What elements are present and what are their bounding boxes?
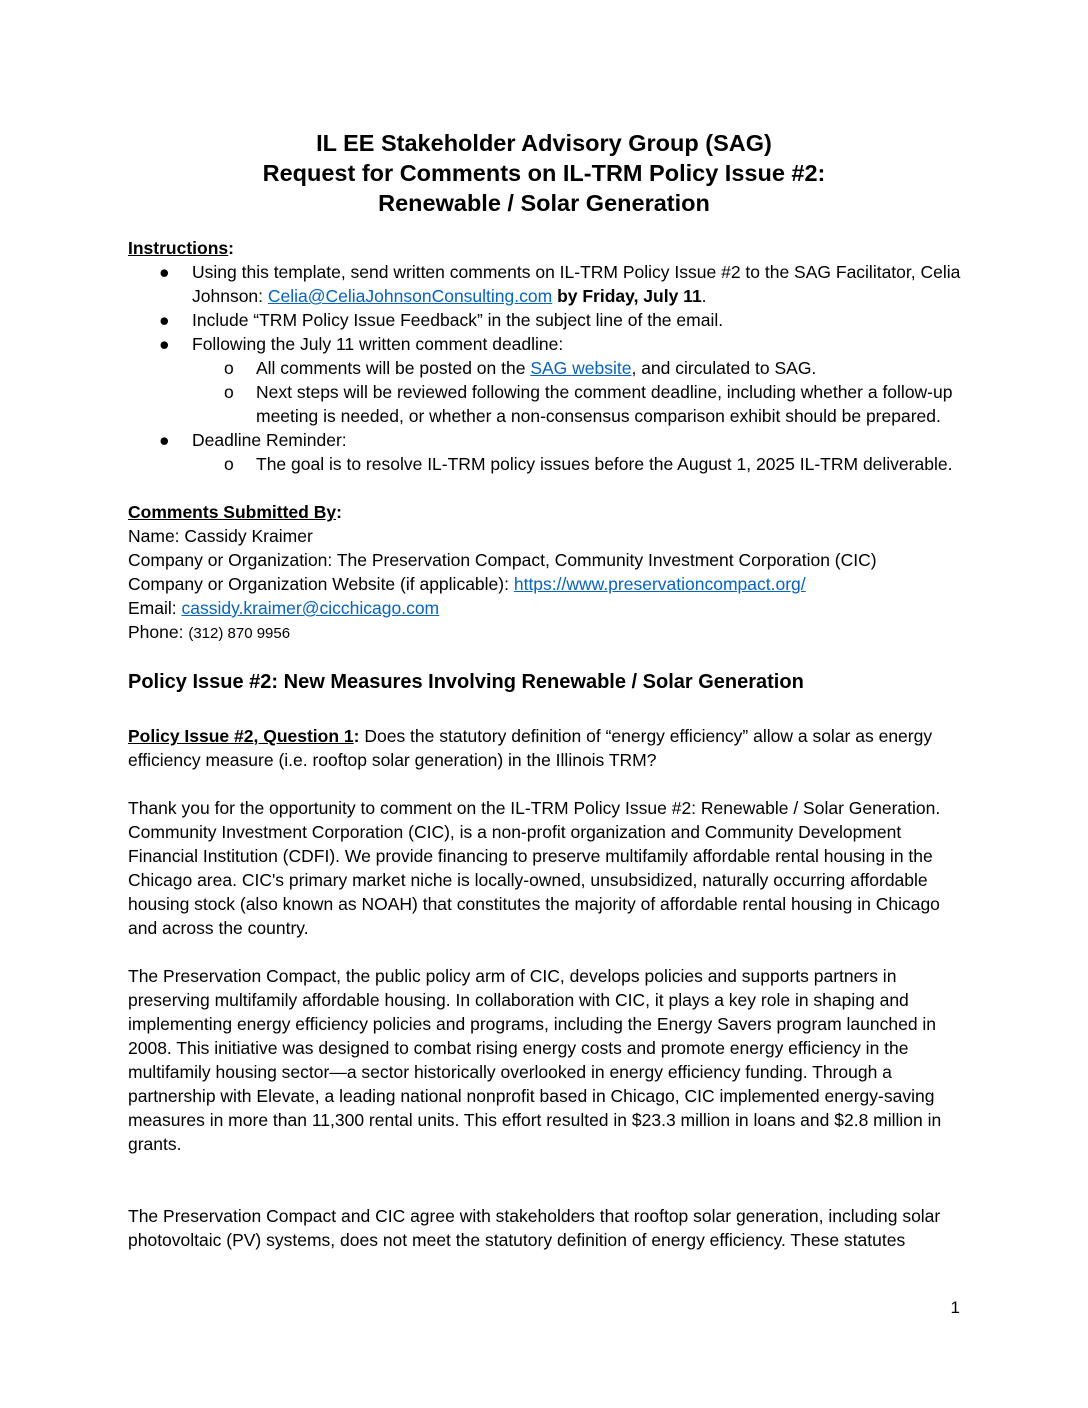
instructions-list — [128, 260, 968, 476]
title-line-3: Renewable / Solar Generation — [378, 190, 710, 216]
circle-bullet-icon: o — [224, 382, 234, 402]
submitter-name: Name: Cassidy Kraimer — [128, 526, 313, 546]
email-link[interactable]: cassidy.kraimer@cicchicago.com — [181, 598, 440, 618]
page-number: 1 — [950, 1298, 960, 1317]
submitter-company: Company or Organization: The Preservation Compact, Community Investment Corporation (CIC) — [128, 550, 877, 570]
title-line-1: IL EE Stakeholder Advisory Group (SAG) — [316, 130, 772, 156]
circle-bullet-icon: o — [224, 454, 234, 474]
sub-list-item: o The goal is to resolve IL-TRM policy issues before the August 1, 2025 IL-TRM deliverable. — [224, 454, 953, 474]
body-paragraph-2: The Preservation Compact, the public policy arm of CIC, develops policies and supports partners in preserving multifamily affordable housing. In collaboration with CIC, it plays a key role in shaping and implementing energy efficiency policies and programs, including the Energy Savers program launched in 2008. This initiative was designed to combat rising energy costs and promote energy efficiency in the multifamily housing sector—a sector historically overlooked in energy efficiency funding. Through a partnership with Elevate, a leading national nonprofit based in Chicago, CIC implemented energy-saving measures in more than 11,300 rental units. This effort resulted in $23.3 million in loans and $2.8 million in grants. — [128, 966, 942, 1154]
sub-list-item: o All comments will be posted on the SAG website, and circulated to SAG. — [224, 358, 817, 378]
sub-list — [192, 356, 968, 428]
title-line-2: Request for Comments on IL-TRM Policy Issue #2: — [262, 160, 826, 186]
body-paragraph-1: Thank you for the opportunity to comment on the IL-TRM Policy Issue #2: Renewable / Solar Generation. Community Investment Corporation (CIC), is a non-profit organization and Community Development Financial Institution (CDFI). We provide financing to preserve multifamily affordable rental housing in the Chicago area. CIC's primary market niche is locally-owned, unsubsidized, naturally occurring affordable housing stock (also known as NOAH) that constitutes the majority of affordable rental housing in Chicago and across the country. — [128, 798, 941, 938]
website-link[interactable]: https://www.preservationcompact.org/ — [513, 574, 806, 594]
document-title — [0, 128, 1088, 218]
submitter-email: Email: cassidy.kraimer@cicchicago.com — [128, 598, 440, 618]
bullet-icon: ● — [159, 262, 170, 282]
instructions-heading: Instructions: — [128, 238, 234, 258]
submitted-by-heading: Comments Submitted By: — [128, 502, 342, 522]
list-item: ● Using this template, send written comments on IL-TRM Policy Issue #2 to the SAG Facilitator, Celia Johnson: Celia@CeliaJohnsonConsulting.com by Friday, July 11. — [159, 262, 961, 306]
question-paragraph: Policy Issue #2, Question 1: Does the statutory definition of “energy efficiency” allow a solar as energy efficiency measure (i.e. rooftop solar generation) in the Illinois TRM? — [128, 726, 933, 770]
list-item: ● Include “TRM Policy Issue Feedback” in the subject line of the email. — [159, 310, 724, 330]
bullet-icon: ● — [159, 334, 170, 354]
sub-list — [192, 452, 968, 476]
sag-website-link[interactable]: SAG website — [530, 358, 632, 378]
submitter-phone: Phone: (312) 870 9956 — [128, 622, 291, 642]
submitter-website: Company or Organization Website (if applicable): https://www.preservationcompact.org/ — [128, 574, 806, 594]
document-body — [128, 236, 968, 1252]
bullet-icon: ● — [159, 310, 170, 330]
facilitator-email-link[interactable]: Celia@CeliaJohnsonConsulting.com — [267, 286, 553, 306]
bullet-icon: ● — [159, 430, 170, 450]
list-item: ● Following the July 11 written comment deadline: o All comments will be posted on the SAG website, and circulated to SAG. o Next steps will be reviewed following the comment deadline, including whether a follow-up meeting is needed, or whether a non-consensus comparison exhibit should be prepared. — [128, 332, 968, 428]
list-item: ● Deadline Reminder: o The goal is to resolve IL-TRM policy issues before the August 1, 2025 IL-TRM deliverable. — [128, 428, 968, 476]
circle-bullet-icon: o — [224, 358, 234, 378]
body-paragraph-3: The Preservation Compact and CIC agree with stakeholders that rooftop solar generation, including solar photovoltaic (PV) systems, does not meet the statutory definition of energy efficiency. These statutes — [128, 1206, 941, 1250]
policy-issue-heading: Policy Issue #2: New Measures Involving Renewable / Solar Generation — [128, 671, 804, 693]
sub-list-item: o Next steps will be reviewed following the comment deadline, including whether a follow-up meeting is needed, or whether a non-consensus comparison exhibit should be prepared. — [224, 382, 953, 426]
